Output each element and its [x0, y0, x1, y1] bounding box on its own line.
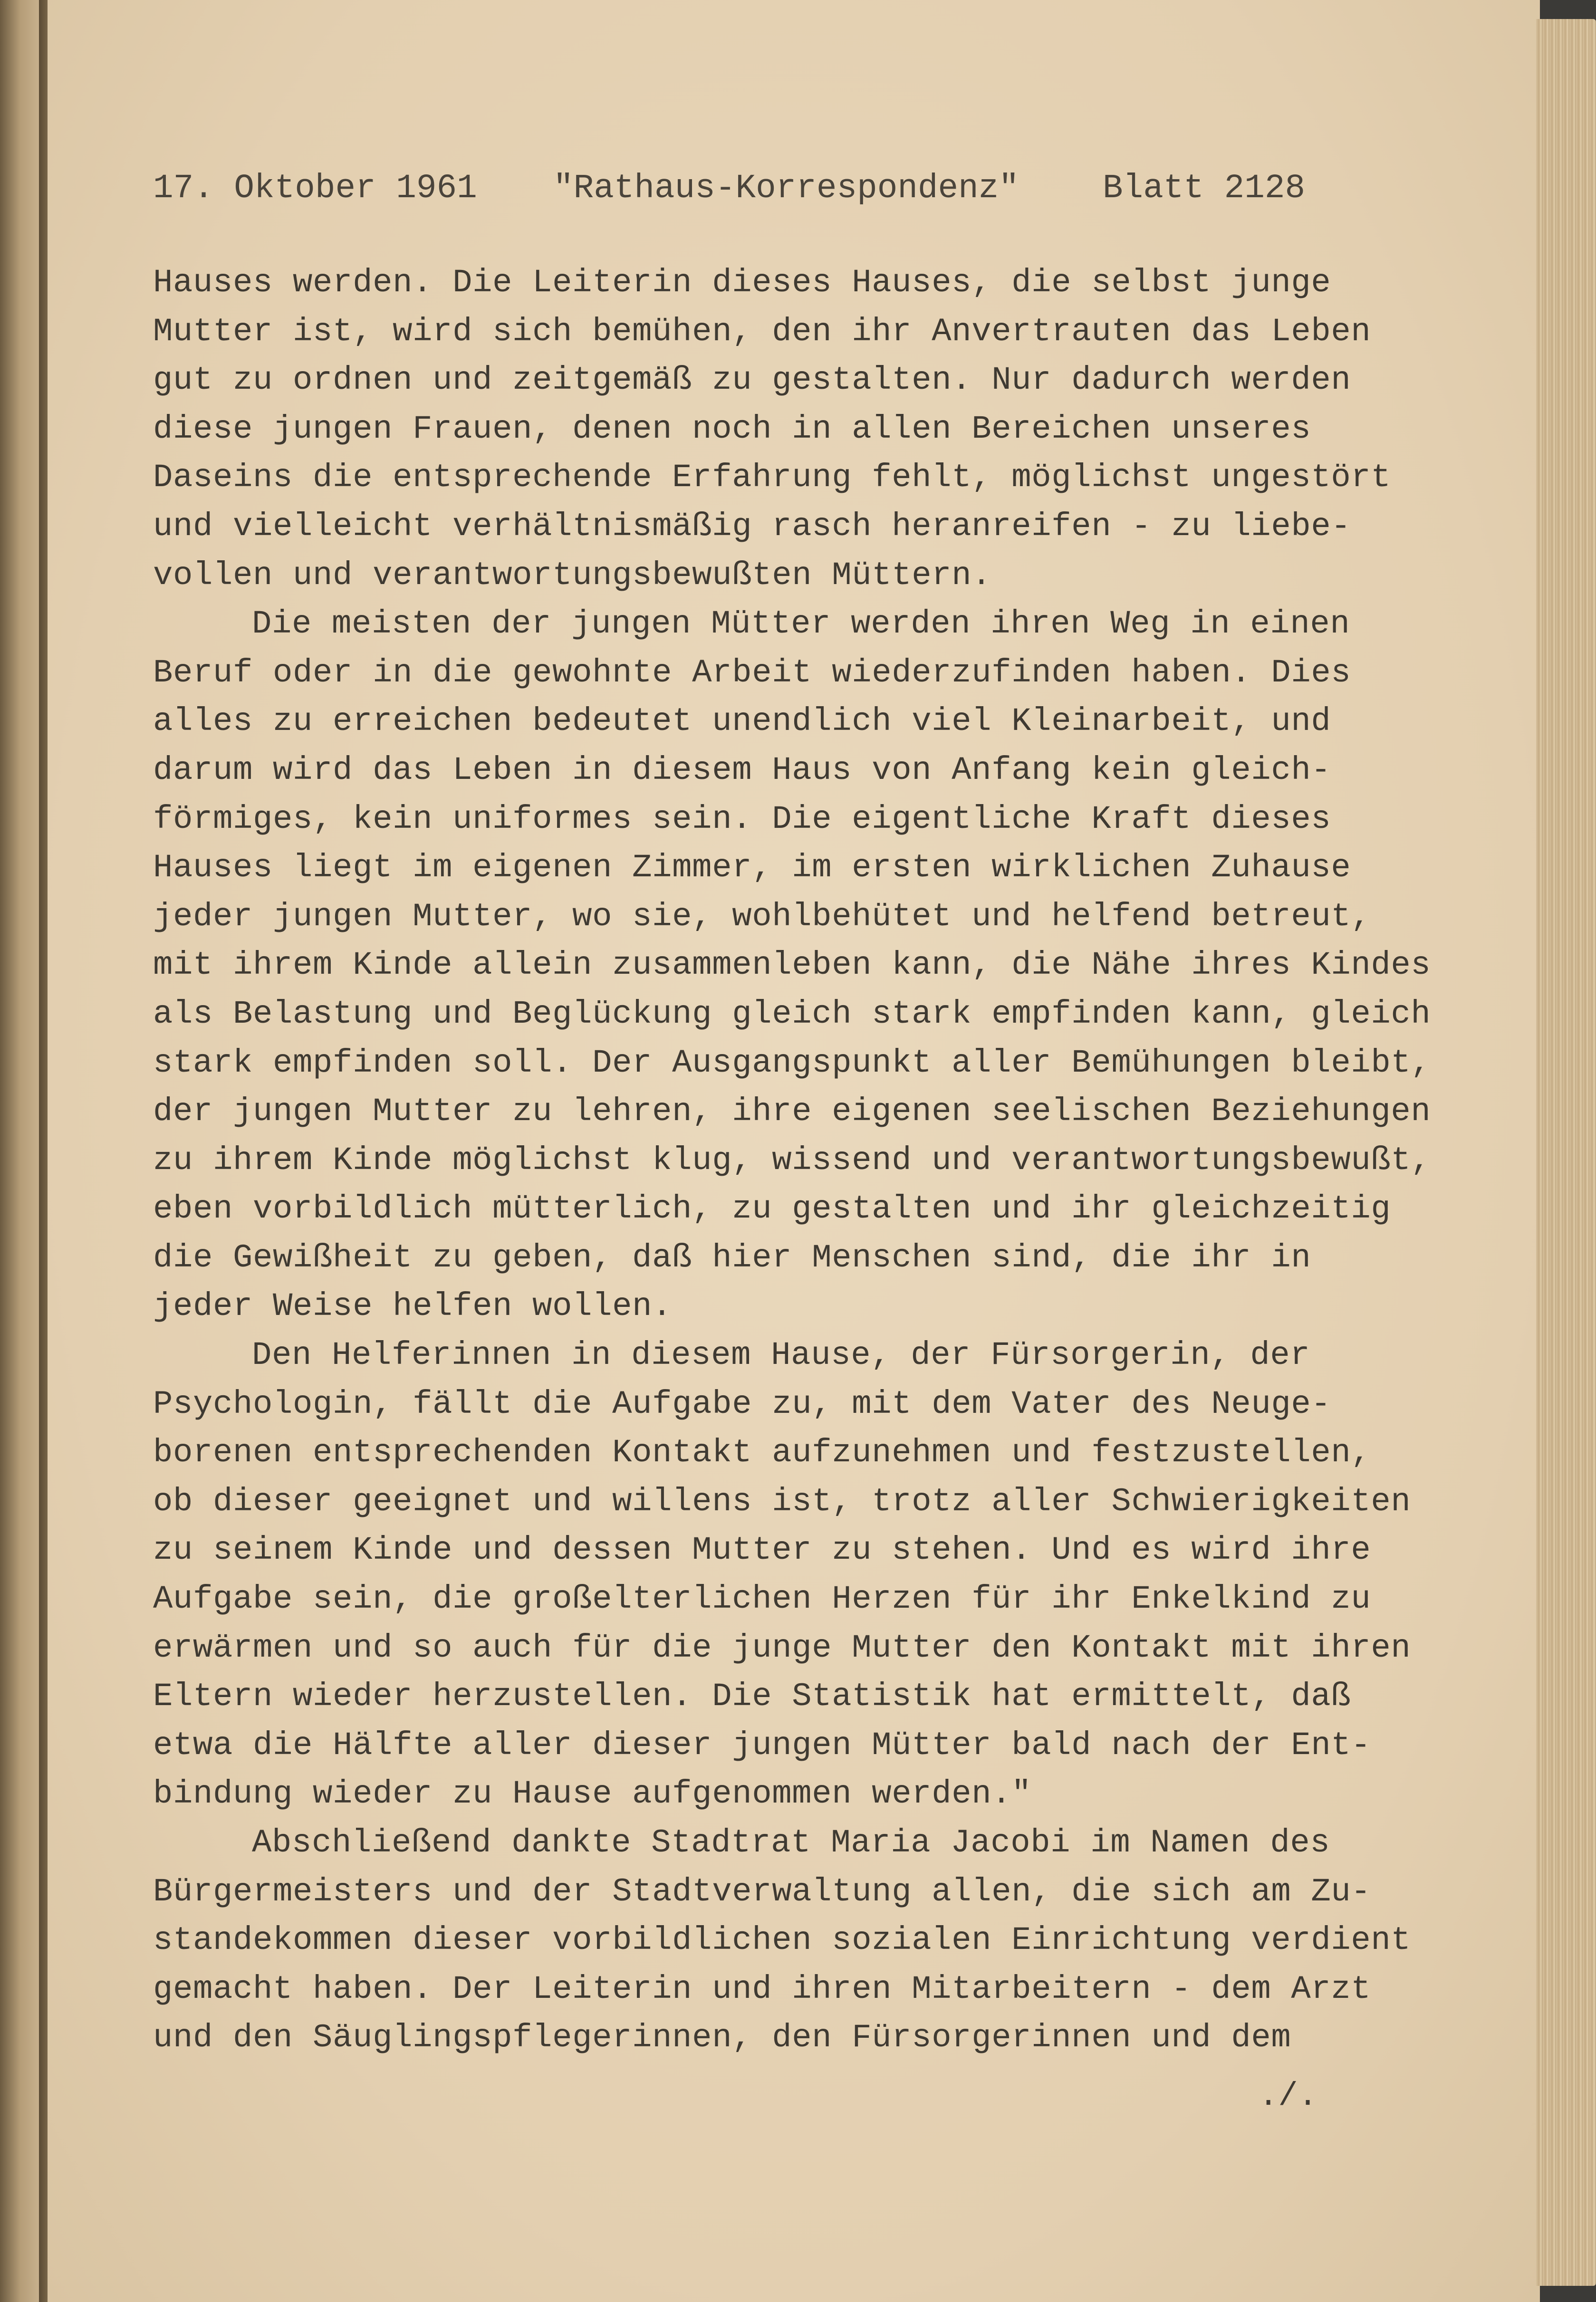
text-line: gut zu ordnen und zeitgemäß zu gestalten. Nur dadurch werden: [153, 362, 1351, 399]
text-line: Beruf oder in die gewohnte Arbeit wiederzufinden haben. Dies: [153, 654, 1351, 691]
text-line: diese jungen Frauen, denen noch in allen Bereichen unseres: [153, 410, 1311, 448]
paragraph-first-line: Die meisten der jungen Mütter werden ihren Weg in einen: [252, 605, 1350, 643]
body-text: [153, 259, 1436, 2062]
text-line: zu ihrem Kinde möglichst klug, wissend und verantwortungsbewußt,: [153, 1141, 1431, 1179]
text-line: jeder jungen Mutter, wo sie, wohlbehütet und helfend betreut,: [153, 898, 1371, 935]
page-header: [153, 163, 1332, 215]
text-line: ob dieser geeignet und willens ist, trotz aller Schwierigkeiten: [153, 1483, 1411, 1520]
text-line: die Gewißheit zu geben, daß hier Menschen sind, die ihr in: [153, 1239, 1311, 1276]
header-date: 17. Oktober 1961: [153, 170, 477, 208]
text-line: borenen entsprechenden Kontakt aufzunehmen und festzustellen,: [153, 1434, 1371, 1472]
text-line: zu seinem Kinde und dessen Mutter zu stehen. Und es wird ihre: [153, 1532, 1371, 1569]
text-line: Hauses liegt im eigenen Zimmer, im ersten wirklichen Zuhause: [153, 849, 1351, 887]
text-line: alles zu erreichen bedeutet unendlich viel Kleinarbeit, und: [153, 703, 1331, 740]
text-line: der jungen Mutter zu lehren, ihre eigenen seelischen Beziehungen: [153, 1093, 1431, 1131]
text-line: jeder Weise helfen wollen.: [153, 1288, 673, 1325]
text-line: stark empfinden soll. Der Ausgangspunkt aller Bemühungen bleibt,: [153, 1044, 1431, 1082]
text-line: Psychologin, fällt die Aufgabe zu, mit dem Vater des Neuge-: [153, 1385, 1331, 1423]
text-line: und vielleicht verhältnismäßig rasch heranreifen - zu liebe-: [153, 508, 1351, 545]
text-line: standekommen dieser vorbildlichen sozialen Einrichtung verdient: [153, 1922, 1411, 1959]
text-line: etwa die Hälfte aller dieser jungen Mütter bald nach der Ent-: [153, 1726, 1371, 1764]
text-line: Aufgabe sein, die großelterlichen Herzen für ihr Enkelkind zu: [153, 1581, 1371, 1618]
text-line: mit ihrem Kinde allein zusammenleben kann, die Nähe ihres Kindes: [153, 947, 1431, 984]
continuation-mark: ./.: [1259, 2078, 1318, 2115]
text-line: förmiges, kein uniformes sein. Die eigentliche Kraft dieses: [153, 800, 1331, 838]
text-line: als Belastung und Beglückung gleich stark empfinden kann, gleich: [153, 995, 1431, 1033]
page-stack-edges: [1536, 19, 1596, 2286]
text-line: Bürgermeisters und der Stadtverwaltung allen, die sich am Zu-: [153, 1873, 1371, 1910]
text-line: Eltern wieder herzustellen. Die Statistik hat ermittelt, daß: [153, 1678, 1351, 1716]
text-line: vollen und verantwortungsbewußten Müttern.: [153, 556, 992, 594]
text-line: darum wird das Leben in diesem Haus von Anfang kein gleich-: [153, 751, 1331, 789]
text-line: eben vorbildlich mütterlich, zu gestalten und ihr gleichzeitig: [153, 1190, 1391, 1228]
text-line: bindung wieder zu Hause aufgenommen werden.": [153, 1775, 1032, 1813]
left-page-edge: [0, 0, 45, 2302]
text-line: erwärmen und so auch für die junge Mutter den Kontakt mit ihren: [153, 1629, 1411, 1667]
text-line: Mutter ist, wird sich bemühen, den ihr Anvertrauten das Leben: [153, 313, 1371, 350]
header-sheet-number: Blatt 2128: [1103, 170, 1306, 208]
text-line: und den Säuglingspflegerinnen, den Fürsorgerinnen und dem: [153, 2019, 1291, 2057]
text-line: gemacht haben. Der Leiterin und ihren Mitarbeitern - dem Arzt: [153, 1970, 1371, 2008]
text-line: Daseins die entsprechende Erfahrung fehlt, möglichst ungestört: [153, 459, 1391, 497]
header-title: "Rathaus-Korrespondenz": [553, 170, 1019, 208]
paragraph-first-line: Den Helferinnen in diesem Hause, der Fürsorgerin, der: [252, 1337, 1310, 1374]
text-line: Hauses werden. Die Leiterin dieses Hauses, die selbst junge: [153, 264, 1331, 301]
paragraph-first-line: Abschließend dankte Stadtrat Maria Jacobi im Namen des: [252, 1824, 1330, 1861]
